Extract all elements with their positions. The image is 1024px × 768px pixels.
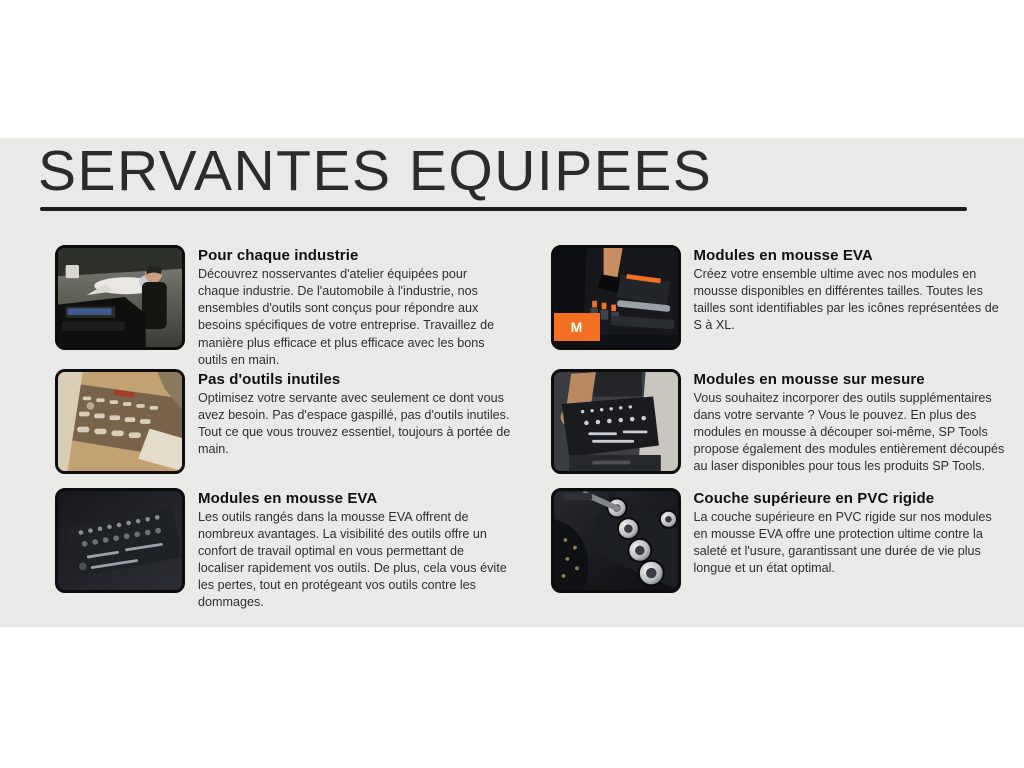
feature-heading: Pour chaque industrie <box>198 247 359 264</box>
feature-image-drawer-pull <box>551 369 681 474</box>
size-m-badge: M <box>554 313 600 341</box>
feature-heading: Pas d'outils inutiles <box>198 370 341 388</box>
feature-image-drawer-size-m <box>551 245 681 350</box>
feature-image-sockets-closeup <box>551 488 681 593</box>
feature-body: La couche supérieure en PVC rigide sur nos modules en mousse EVA offre une protection ultime contre la saleté et l'usure, garantissant une durée de vie plus longue et un état optimal. <box>693 509 992 576</box>
feature-body: Découvrez nosservantes d'atelier équipées pour chaque industrie. De l'automobile à l'industrie, nos ensembles d'outils sont conçus pour répondre aux besoins spécifiques de votre entreprise. Travaillez de manière plus efficace et plus efficace avec les bons outils en main. <box>198 267 495 367</box>
feature-image-hangar <box>55 245 185 350</box>
feature-image-foam-tray <box>55 488 185 593</box>
feature-heading: Modules en mousse sur mesure <box>693 370 925 388</box>
feature-heading: Couche supérieure en PVC rigide <box>693 489 935 507</box>
feature-heading: Modules en mousse EVA <box>198 489 378 507</box>
feature-card-mousse-sur-mesure <box>551 369 1007 488</box>
feature-card-mousse-eva-droite <box>551 245 1007 369</box>
title-underline <box>40 207 967 211</box>
feature-card-mousse-eva-gauche <box>55 488 511 612</box>
feature-image-workbench <box>55 369 185 474</box>
feature-heading: Modules en mousse EVA <box>693 247 873 264</box>
feature-body: Les outils rangés dans la mousse EVA offrent de nombreux avantages. La visibilité des outils offre un confort de travail optimal en vous permettant de localiser rapidement vos outils. De plus, cela vous évite les pertes, tout en protégeant vos outils contre les dommages. <box>198 509 507 610</box>
feature-card-outils-inutiles <box>55 369 511 488</box>
feature-body: Vous souhaitez incorporer des outils supplémentaires dans votre servante ? Vous le pouvez. En plus des modules en mousse à découper soi-même, SP Tools propose également des modules entièrement découpés au laser disponibles pour tous les produits SP Tools. <box>693 390 1005 474</box>
feature-body: Créez votre ensemble ultime avec nos modules en mousse disponibles en différentes tailles. Toutes les tailles sont identifiables par les icônes représentées de S à XL. <box>693 267 999 333</box>
feature-card-industrie <box>55 245 511 369</box>
feature-card-pvc-rigide <box>551 488 1007 612</box>
content-band <box>0 138 1024 627</box>
page-title: SERVANTES EQUIPEES <box>38 139 713 203</box>
feature-body: Optimisez votre servante avec seulement ce dont vous avez besoin. Pas d'espace gaspillé, pas d'outils inutiles. Tout ce que vous trouvez essentiel, toujours à portée de main. <box>198 390 511 457</box>
features-grid <box>55 245 1006 612</box>
